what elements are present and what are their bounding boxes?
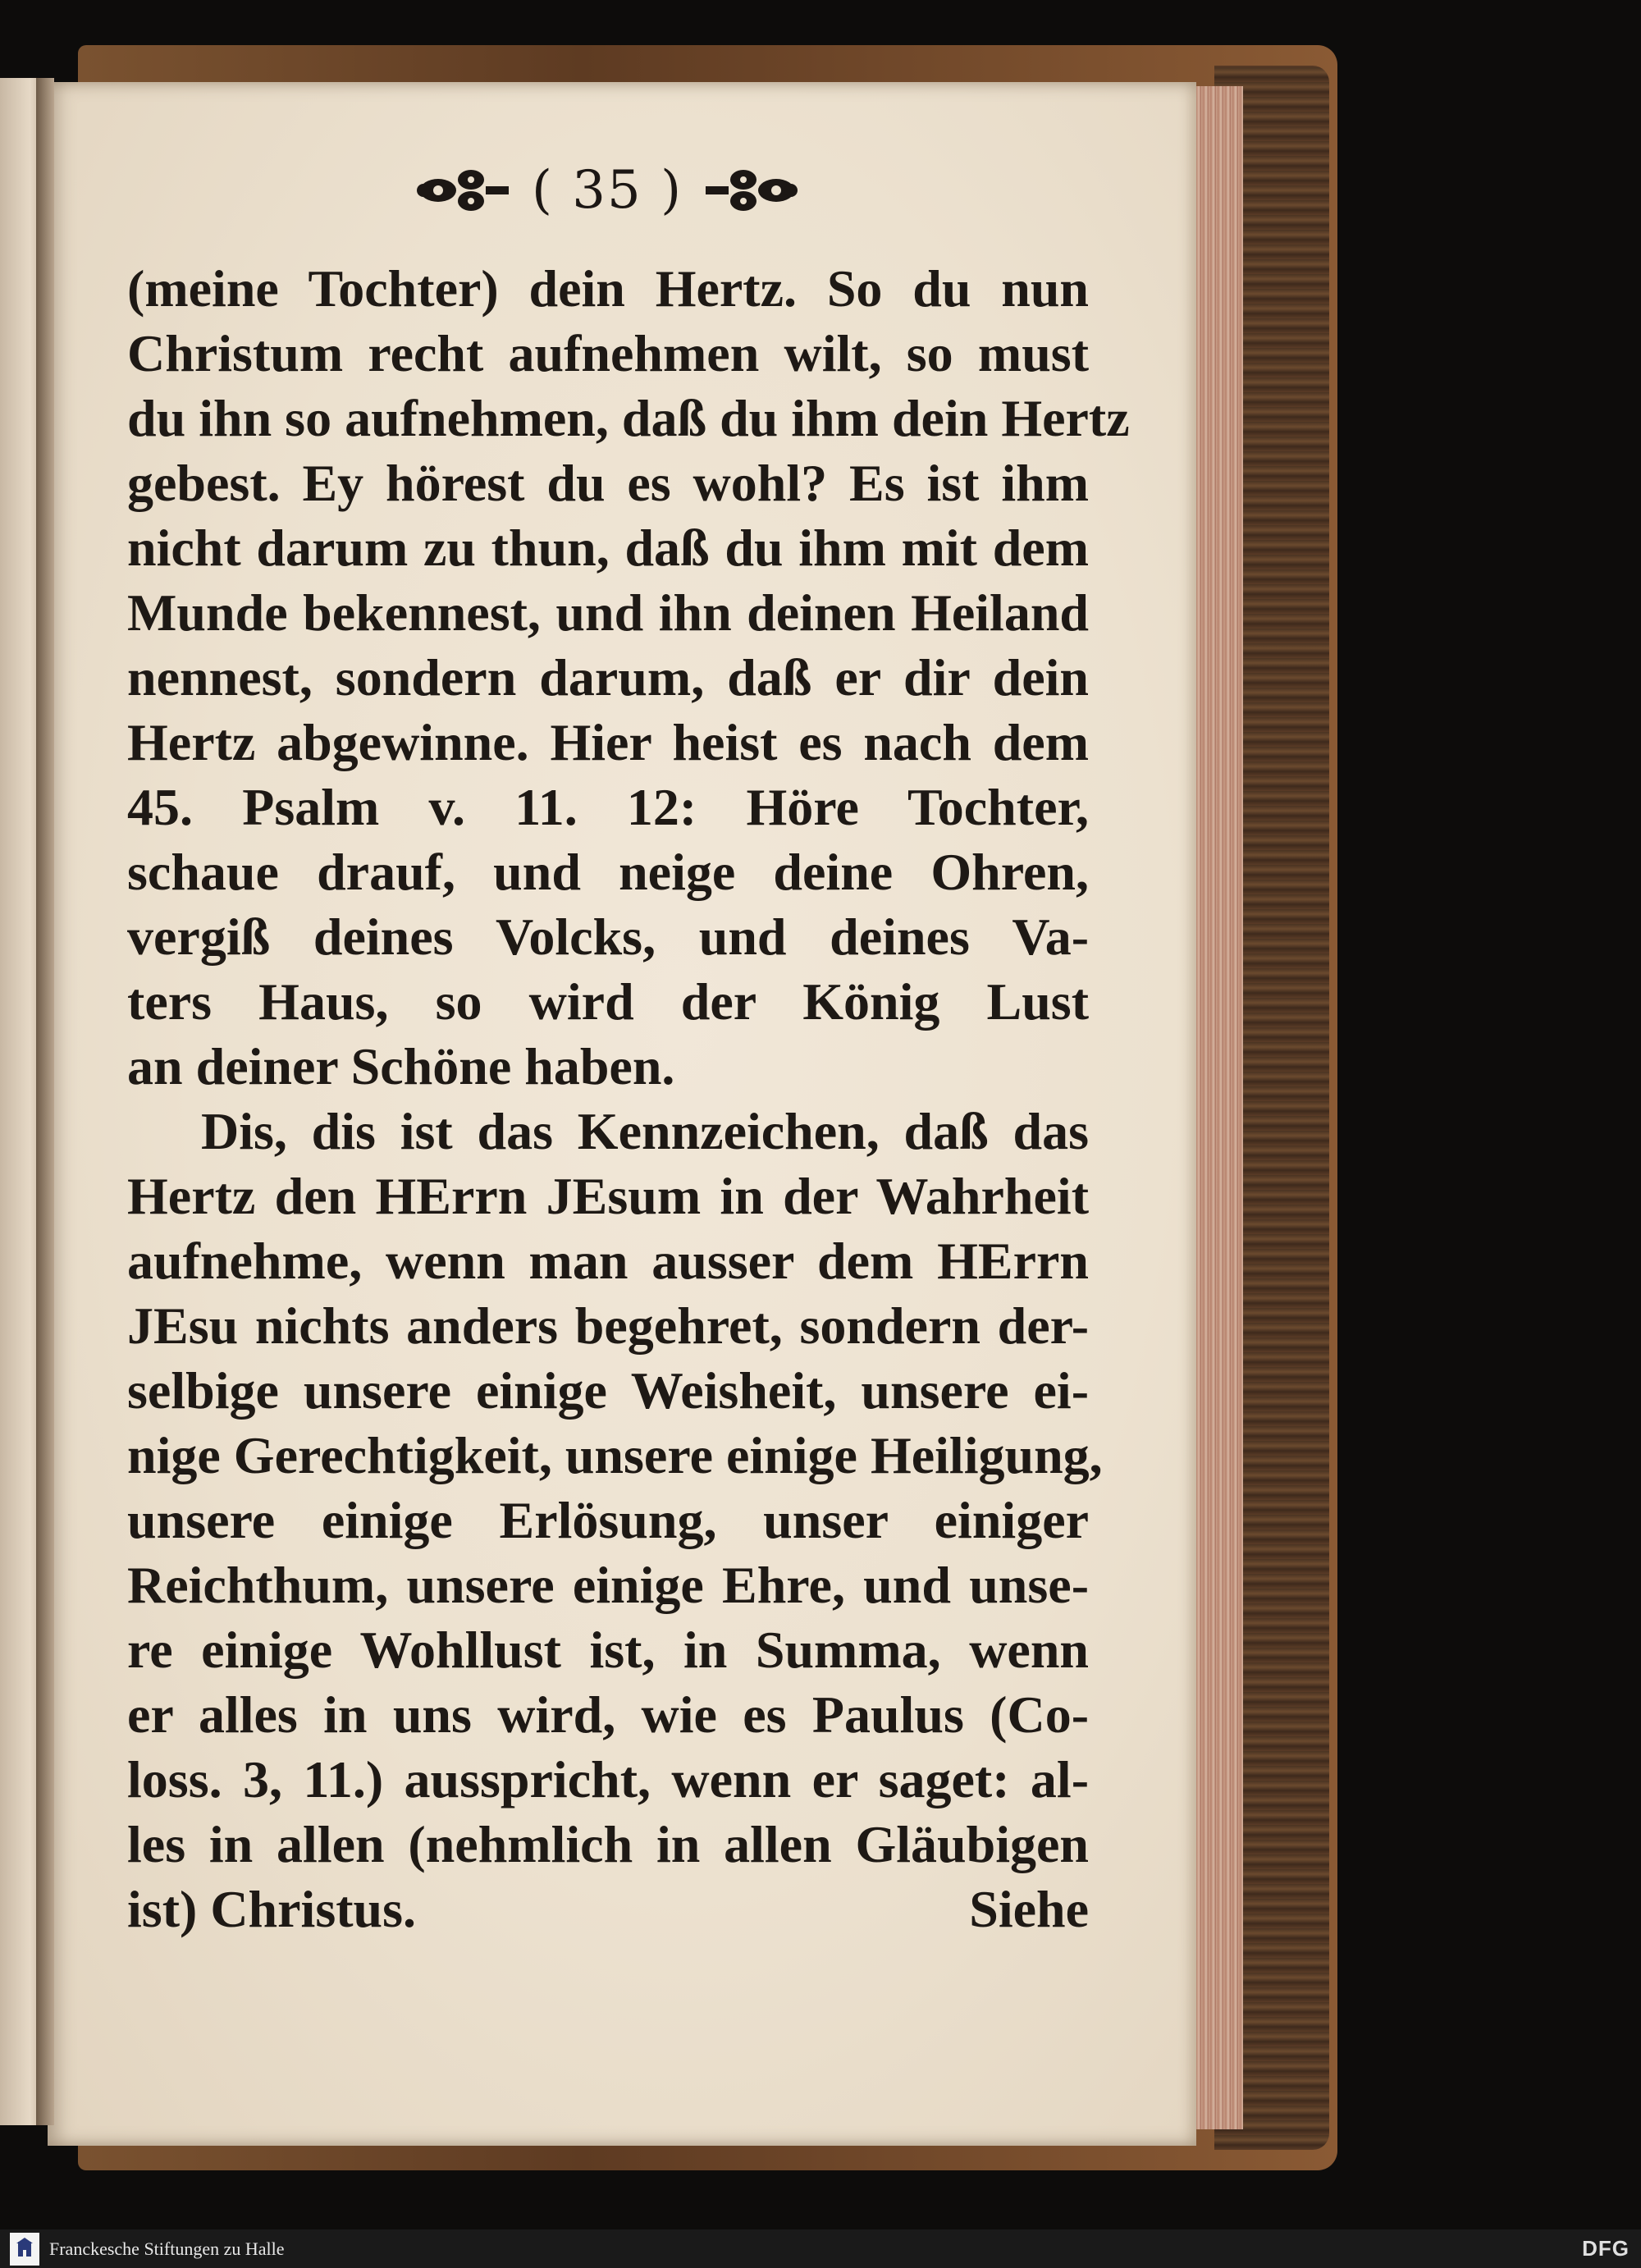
page-edges [1194,86,1243,2129]
text-line: 45. Psalm v. 11. 12: Höre Tochter, [127,778,1089,836]
footer-label: Franckesche Stiftungen zu Halle [49,2238,285,2259]
text-line: (meine Tochter) dein Hertz. So du nun [127,259,1089,318]
text-line: loss. 3, 11.) ausspricht, wenn er saget: al- [127,1750,1089,1808]
page-gutter [36,78,54,2125]
text-line: Dis, dis ist das Kennzeichen, daß das [201,1102,1089,1160]
text-line: gebest. Ey hörest du es wohl? Es ist ihm [127,454,1089,512]
footer-bar [0,2229,1641,2268]
text-line: aufnehme, wenn man ausser dem HErrn [127,1232,1089,1290]
text-line: re einige Wohllust ist, in Summa, wenn [127,1621,1089,1679]
text-line: Hertz den HErrn JEsum in der Wahrheit [127,1167,1089,1225]
text-line: Munde bekennest, und ihn deinen Heiland [127,583,1089,642]
text-line: ters Haus, so wird der König Lust [127,972,1089,1031]
text-line: JEsu nichts anders begehret, sondern der- [127,1296,1089,1355]
text-line: vergiß deines Volcks, und deines Va- [127,908,1089,966]
left-ornament-icon [414,162,512,219]
text-line: Christum recht aufnehmen wilt, so must [127,324,1089,382]
text-line: schaue drauf, und neige deine Ohren, [127,843,1089,901]
foundation-logo-icon [10,2233,39,2266]
page-header [361,149,853,231]
catchword: Siehe [969,1880,1089,1938]
text-line: du ihn so aufnehmen, daß du ihm dein Hertz [127,389,1130,447]
text-line: an deiner Schöne haben. [127,1037,675,1095]
text-line: nennest, sondern darum, daß er dir dein [127,648,1089,706]
text-line: les in allen (nehmlich in allen Gläubigen [127,1815,1089,1873]
dfg-logo: DFG [1582,2236,1630,2261]
final-line [127,1877,1089,1941]
right-ornament-icon [702,162,801,219]
text-line: nicht darum zu thun, daß du ihm mit dem [127,519,1089,577]
text-line: selbige unsere einige Weisheit, unsere ei- [127,1361,1089,1420]
page-number: ( 35 ) [531,160,683,221]
text-line: Reichthum, unsere einige Ehre, und unse- [127,1556,1089,1614]
text-line: ist) Christus. [127,1880,417,1938]
text-line: er alles in uns wird, wie es Paulus (Co- [127,1685,1089,1744]
text-line: nige Gerechtigkeit, unsere einige Heiligung, [127,1426,1103,1484]
text-line: Hertz abgewinne. Hier heist es nach dem [127,713,1089,771]
page-text [127,256,1130,1941]
text-line: unsere einige Erlösung, unser einiger [127,1491,1089,1549]
